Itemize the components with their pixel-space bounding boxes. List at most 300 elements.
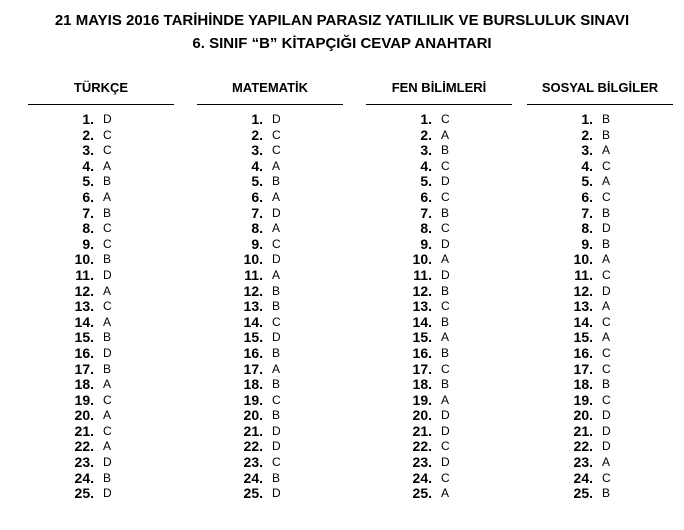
answer-letter: C <box>103 143 112 158</box>
answer-row <box>366 174 512 190</box>
question-number: 7. <box>251 204 263 221</box>
question-number: 13. <box>573 298 593 315</box>
answer-letter: D <box>103 267 112 282</box>
answer-row <box>28 143 174 159</box>
answer-row <box>28 330 174 346</box>
answer-row <box>28 221 174 237</box>
answer-row <box>527 112 673 128</box>
question-number: 2. <box>420 126 432 143</box>
question-number: 23. <box>74 454 94 471</box>
answer-row <box>28 252 174 268</box>
question-number: 13. <box>243 298 263 315</box>
question-number: 16. <box>74 344 94 361</box>
question-number: 5. <box>251 173 263 190</box>
answer-row <box>28 268 174 284</box>
question-number: 19. <box>412 391 432 408</box>
question-number: 22. <box>412 438 432 455</box>
answer-row <box>527 284 673 300</box>
answer-column <box>28 80 174 502</box>
answer-letter: C <box>441 158 450 173</box>
answer-row <box>197 330 343 346</box>
answer-row <box>197 408 343 424</box>
answer-row <box>197 143 343 159</box>
answer-row <box>527 237 673 253</box>
answer-letter: A <box>272 189 281 204</box>
page-subtitle: 6. SINIF “B” KİTAPÇIĞI CEVAP ANAHTARI <box>192 35 492 52</box>
question-number: 10. <box>412 251 432 268</box>
question-number: 23. <box>573 454 593 471</box>
answer-row <box>197 268 343 284</box>
question-number: 22. <box>573 438 593 455</box>
question-number: 4. <box>82 157 94 174</box>
answer-row <box>197 284 343 300</box>
answer-column <box>197 80 343 502</box>
answer-letter: A <box>103 314 112 329</box>
question-number: 25. <box>573 485 593 502</box>
answer-letter: C <box>602 470 611 485</box>
answer-letter: B <box>272 174 281 189</box>
answer-letter: B <box>602 236 611 251</box>
answer-letter: A <box>103 439 112 454</box>
answer-letter: B <box>441 314 450 329</box>
answer-letter: D <box>602 423 611 438</box>
answer-letter: D <box>272 112 281 126</box>
answer-row <box>366 408 512 424</box>
answer-letter: A <box>103 408 112 423</box>
answer-letter: C <box>272 392 281 407</box>
answer-row <box>527 393 673 409</box>
question-number: 15. <box>243 329 263 346</box>
answer-letter: D <box>272 205 281 220</box>
answer-row <box>28 190 174 206</box>
question-number: 20. <box>243 407 263 424</box>
question-number: 23. <box>412 454 432 471</box>
answer-letter: C <box>441 439 450 454</box>
answer-letter: B <box>441 283 450 298</box>
answer-letter: C <box>441 221 450 236</box>
answer-letter: A <box>602 143 611 158</box>
answer-row <box>28 424 174 440</box>
answer-row <box>197 486 343 502</box>
answer-row <box>527 143 673 159</box>
answer-column <box>366 80 512 502</box>
answer-letter: C <box>272 143 281 158</box>
column-heading: FEN BİLİMLERİ <box>391 80 487 95</box>
answer-letter: B <box>103 330 112 345</box>
question-number: 8. <box>581 220 593 237</box>
question-number: 2. <box>82 126 94 143</box>
question-number: 23. <box>243 454 263 471</box>
question-number: 6. <box>420 188 432 205</box>
answer-letter: C <box>602 189 611 204</box>
answer-letter: B <box>103 361 112 376</box>
question-number: 21. <box>412 422 432 439</box>
answer-letter: B <box>602 486 611 501</box>
answer-letter: D <box>272 330 281 345</box>
answer-row <box>28 112 174 128</box>
answer-letter: C <box>103 236 112 251</box>
answer-letter: C <box>103 392 112 407</box>
answer-letter: A <box>602 455 611 470</box>
answer-row <box>366 237 512 253</box>
question-number: 1. <box>82 111 94 127</box>
question-number: 24. <box>74 469 94 486</box>
answer-letter: D <box>441 455 450 470</box>
answer-letter: D <box>103 345 112 360</box>
column-heading: SOSYAL BİLGİLER <box>541 80 659 95</box>
answer-row <box>527 424 673 440</box>
answer-letter: D <box>441 408 450 423</box>
question-number: 16. <box>243 344 263 361</box>
question-number: 3. <box>581 142 593 159</box>
answer-row <box>28 299 174 315</box>
answer-row <box>28 362 174 378</box>
answer-row <box>28 455 174 471</box>
answer-row <box>366 128 512 144</box>
answer-row <box>28 377 174 393</box>
answer-letter: B <box>602 112 611 126</box>
question-number: 25. <box>243 485 263 502</box>
answer-row <box>366 471 512 487</box>
answer-row <box>197 174 343 190</box>
answer-row <box>366 346 512 362</box>
column-divider <box>366 104 512 105</box>
answer-letter: B <box>441 377 450 392</box>
answer-letter: B <box>103 205 112 220</box>
answer-letter: D <box>103 112 112 126</box>
answer-letter: C <box>602 392 611 407</box>
answer-letter: C <box>441 470 450 485</box>
answer-row <box>527 174 673 190</box>
question-number: 15. <box>573 329 593 346</box>
answer-row <box>197 206 343 222</box>
answer-row <box>527 159 673 175</box>
question-number: 2. <box>581 126 593 143</box>
question-number: 7. <box>82 204 94 221</box>
question-number: 4. <box>581 157 593 174</box>
answer-letter: A <box>103 189 112 204</box>
answer-letter: D <box>602 408 611 423</box>
answer-letter: A <box>103 377 112 392</box>
question-number: 18. <box>74 376 94 393</box>
question-number: 10. <box>74 251 94 268</box>
answer-letter: B <box>103 174 112 189</box>
answer-row <box>197 455 343 471</box>
answer-letter: D <box>272 486 281 501</box>
answer-row <box>28 439 174 455</box>
question-number: 20. <box>412 407 432 424</box>
answer-letter: D <box>602 283 611 298</box>
question-number: 3. <box>420 142 432 159</box>
answer-letter: A <box>602 330 611 345</box>
question-number: 21. <box>573 422 593 439</box>
question-number: 12. <box>74 282 94 299</box>
question-number: 14. <box>573 313 593 330</box>
answer-letter: C <box>272 455 281 470</box>
answer-row <box>28 128 174 144</box>
question-number: 17. <box>243 360 263 377</box>
answer-letter: D <box>441 423 450 438</box>
question-number: 10. <box>573 251 593 268</box>
question-number: 10. <box>243 251 263 268</box>
question-number: 15. <box>412 329 432 346</box>
question-number: 11. <box>75 266 94 283</box>
answer-row <box>197 346 343 362</box>
question-number: 9. <box>251 235 263 252</box>
answer-letter: D <box>272 252 281 267</box>
question-number: 2. <box>251 126 263 143</box>
answer-row <box>197 471 343 487</box>
answer-row <box>527 455 673 471</box>
question-number: 12. <box>573 282 593 299</box>
answer-letter: D <box>602 439 611 454</box>
answer-letter: A <box>441 486 450 501</box>
answer-letter: C <box>103 423 112 438</box>
answer-row <box>527 190 673 206</box>
answer-letter: D <box>272 423 281 438</box>
answer-letter: A <box>272 361 281 376</box>
answer-row <box>197 190 343 206</box>
column-divider <box>28 104 174 105</box>
answer-row <box>28 284 174 300</box>
answer-row <box>366 377 512 393</box>
question-number: 9. <box>82 235 94 252</box>
answer-row <box>28 346 174 362</box>
question-number: 4. <box>420 157 432 174</box>
answer-row <box>28 393 174 409</box>
question-number: 3. <box>251 142 263 159</box>
question-number: 17. <box>412 360 432 377</box>
column-divider <box>527 104 673 105</box>
answer-letter: D <box>441 236 450 251</box>
answer-row <box>28 315 174 331</box>
answer-row <box>366 268 512 284</box>
question-number: 24. <box>412 469 432 486</box>
question-number: 21. <box>243 422 263 439</box>
answer-row <box>197 315 343 331</box>
column-heading: MATEMATİK <box>231 80 309 95</box>
answer-letter: B <box>441 345 450 360</box>
question-number: 1. <box>581 111 593 127</box>
answer-letter: B <box>272 377 281 392</box>
question-number: 5. <box>420 173 432 190</box>
question-number: 8. <box>251 220 263 237</box>
answer-row <box>527 362 673 378</box>
question-number: 1. <box>251 111 263 127</box>
answer-row <box>527 486 673 502</box>
question-number: 20. <box>74 407 94 424</box>
answer-row <box>527 299 673 315</box>
answer-letter: A <box>272 158 281 173</box>
column-divider <box>197 104 343 105</box>
question-number: 4. <box>251 157 263 174</box>
answer-row <box>366 393 512 409</box>
answer-letter: D <box>441 174 450 189</box>
answer-row <box>197 362 343 378</box>
question-number: 20. <box>573 407 593 424</box>
question-number: 5. <box>82 173 94 190</box>
answer-row <box>366 112 512 128</box>
answer-list <box>28 112 174 502</box>
answer-letter: A <box>272 267 281 282</box>
answer-letter: B <box>272 345 281 360</box>
answer-letter: A <box>602 174 611 189</box>
answer-row <box>197 159 343 175</box>
question-number: 11. <box>244 266 263 283</box>
answer-letter: A <box>602 299 611 314</box>
answer-letter: A <box>103 283 112 298</box>
answer-row <box>366 159 512 175</box>
answer-row <box>527 221 673 237</box>
question-number: 16. <box>573 344 593 361</box>
answer-row <box>28 237 174 253</box>
question-number: 3. <box>82 142 94 159</box>
answer-row <box>366 143 512 159</box>
answer-letter: A <box>441 127 450 142</box>
answer-letter: C <box>441 189 450 204</box>
answer-letter: C <box>272 127 281 142</box>
question-number: 6. <box>251 188 263 205</box>
answer-list <box>366 112 512 502</box>
answer-list <box>197 112 343 502</box>
question-number: 5. <box>581 173 593 190</box>
answer-letter: C <box>602 158 611 173</box>
question-number: 9. <box>581 235 593 252</box>
answer-row <box>527 330 673 346</box>
answer-letter: B <box>272 470 281 485</box>
question-number: 18. <box>412 376 432 393</box>
question-number: 15. <box>74 329 94 346</box>
answer-letter: C <box>103 299 112 314</box>
question-number: 25. <box>74 485 94 502</box>
question-number: 6. <box>82 188 94 205</box>
question-number: 7. <box>581 204 593 221</box>
question-number: 11. <box>574 266 593 283</box>
answer-row <box>527 315 673 331</box>
answer-row <box>527 471 673 487</box>
question-number: 7. <box>420 204 432 221</box>
question-number: 24. <box>573 469 593 486</box>
answer-letter: D <box>103 455 112 470</box>
question-number: 22. <box>74 438 94 455</box>
answer-letter: B <box>272 299 281 314</box>
question-number: 8. <box>420 220 432 237</box>
question-number: 21. <box>74 422 94 439</box>
answer-row <box>197 377 343 393</box>
answer-row <box>28 174 174 190</box>
answer-row <box>366 190 512 206</box>
answer-row <box>197 424 343 440</box>
answer-row <box>28 159 174 175</box>
answer-letter: A <box>103 158 112 173</box>
question-number: 12. <box>243 282 263 299</box>
question-number: 22. <box>243 438 263 455</box>
answer-row <box>197 439 343 455</box>
answer-row <box>366 206 512 222</box>
question-number: 17. <box>573 360 593 377</box>
answer-letter: D <box>103 486 112 501</box>
answer-row <box>366 221 512 237</box>
answer-row <box>366 284 512 300</box>
answer-row <box>197 237 343 253</box>
answer-letter: C <box>441 361 450 376</box>
answer-letter: B <box>272 283 281 298</box>
answer-letter: A <box>441 392 450 407</box>
answer-letter: B <box>602 205 611 220</box>
question-number: 13. <box>412 298 432 315</box>
answer-row <box>527 252 673 268</box>
answer-row <box>197 128 343 144</box>
answer-letter: B <box>103 470 112 485</box>
question-number: 9. <box>420 235 432 252</box>
answer-letter: C <box>272 236 281 251</box>
question-number: 19. <box>573 391 593 408</box>
question-number: 11. <box>413 266 432 283</box>
answer-letter: C <box>272 314 281 329</box>
answer-letter: B <box>441 205 450 220</box>
question-number: 12. <box>412 282 432 299</box>
answer-row <box>366 455 512 471</box>
answer-row <box>366 424 512 440</box>
answer-letter: A <box>272 221 281 236</box>
question-number: 25. <box>412 485 432 502</box>
answer-row <box>527 268 673 284</box>
answer-row <box>527 346 673 362</box>
answer-row <box>527 128 673 144</box>
answer-letter: C <box>602 314 611 329</box>
answer-letter: D <box>602 221 611 236</box>
answer-row <box>366 299 512 315</box>
answer-row <box>28 471 174 487</box>
answer-row <box>527 377 673 393</box>
answer-row <box>197 299 343 315</box>
question-number: 24. <box>243 469 263 486</box>
answer-letter: C <box>441 112 450 126</box>
answer-letter: C <box>441 299 450 314</box>
question-number: 13. <box>74 298 94 315</box>
question-number: 8. <box>82 220 94 237</box>
question-number: 16. <box>412 344 432 361</box>
answer-column <box>527 80 673 502</box>
answer-row <box>366 330 512 346</box>
answer-row <box>366 486 512 502</box>
answer-letter: C <box>602 345 611 360</box>
answer-letter: A <box>602 252 611 267</box>
column-heading: TÜRKÇE <box>73 80 129 95</box>
question-number: 18. <box>243 376 263 393</box>
page-title: 21 MAYIS 2016 TARİHİNDE YAPILAN PARASIZ YATILILIK VE BURSLULUK SINAVI <box>54 12 630 29</box>
answer-row <box>527 439 673 455</box>
answer-letter: C <box>103 127 112 142</box>
answer-row <box>197 393 343 409</box>
answer-row <box>366 439 512 455</box>
answer-row <box>28 408 174 424</box>
answer-letter: D <box>272 439 281 454</box>
answer-letter: B <box>441 143 450 158</box>
question-number: 14. <box>412 313 432 330</box>
answer-letter: A <box>441 330 450 345</box>
question-number: 1. <box>420 111 432 127</box>
question-number: 6. <box>581 188 593 205</box>
answer-letter: B <box>103 252 112 267</box>
answer-letter: B <box>602 377 611 392</box>
question-number: 19. <box>74 391 94 408</box>
answer-row <box>28 206 174 222</box>
answer-letter: C <box>602 361 611 376</box>
answer-letter: B <box>602 127 611 142</box>
answer-letter: C <box>602 267 611 282</box>
answer-row <box>527 206 673 222</box>
